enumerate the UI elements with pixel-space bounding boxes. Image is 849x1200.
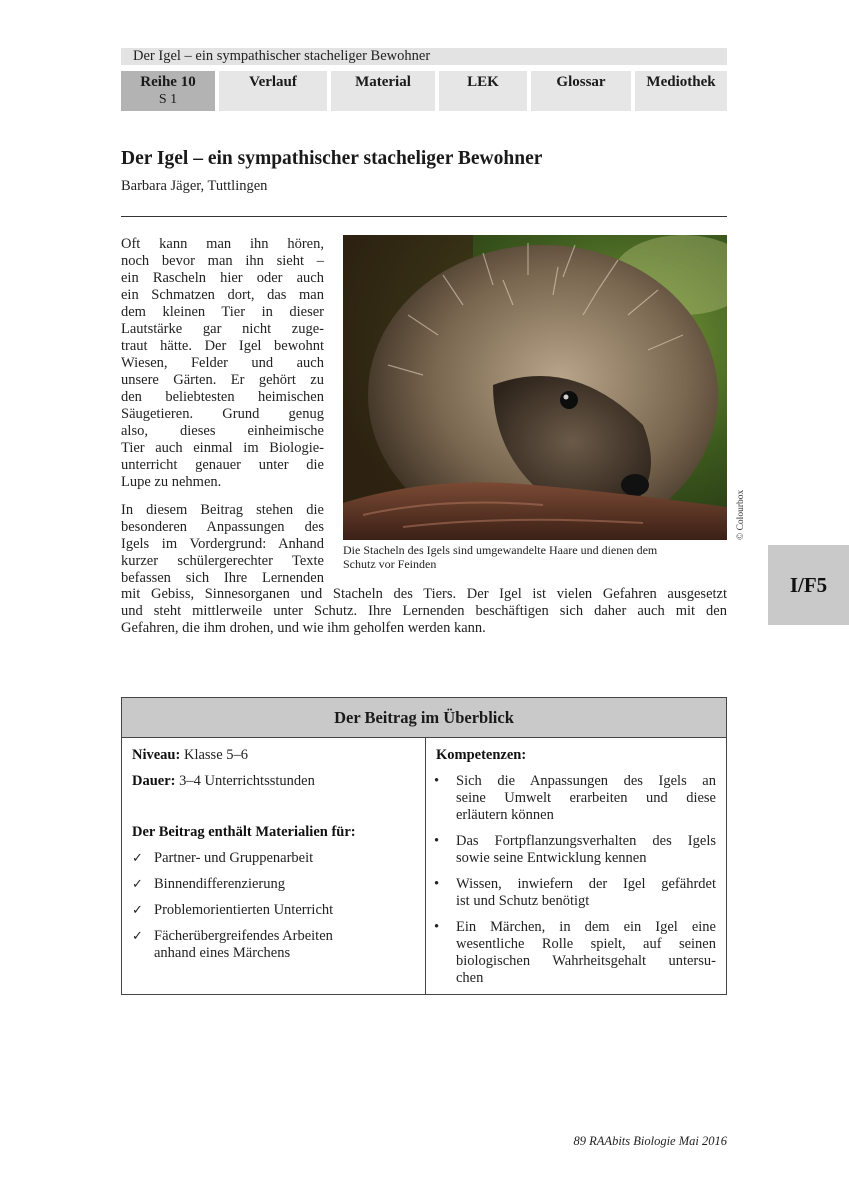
bullet-icon: • [434, 773, 440, 789]
check-icon: ✓ [132, 877, 143, 892]
focus-paragraph-continued [121, 586, 727, 637]
kompetenz-line: erläutern können [456, 807, 554, 823]
column-divider [425, 738, 426, 994]
focus-line: Igels im Vordergrund: Anhand [121, 536, 324, 552]
title-divider [121, 216, 727, 217]
intro-line: traut hätte. Der Igel bewohnt [121, 338, 324, 354]
material-text: Binnendifferenzierung [154, 876, 285, 892]
bullet-icon: • [434, 876, 440, 892]
intro-line: also, dieses einheimische [121, 423, 324, 439]
kompetenz-text [456, 833, 716, 867]
check-icon: ✓ [132, 851, 143, 866]
kompetenzen-heading-text: Kompetenzen: [436, 747, 527, 763]
kompetenz-line: biologischen Wahrheitsgehalt untersu- [456, 953, 716, 969]
focus-line: In diesem Beitrag stehen die [121, 502, 324, 518]
overview-heading: Der Beitrag im Überblick [122, 698, 726, 738]
intro-line: Oft kann man ihn hören, [121, 236, 324, 252]
overview-box [121, 697, 727, 995]
tab-verlauf[interactable] [219, 71, 327, 111]
hedgehog-illustration [343, 235, 727, 540]
tab-lek-label: LEK [467, 74, 499, 90]
kompetenz-line: sowie seine Entwicklung kennen [456, 850, 647, 866]
intro-line: Tier auch einmal im Biologie- [121, 440, 324, 456]
intro-line: den beliebtesten heimischen [121, 389, 324, 405]
kompetenz-line: Wissen, inwiefern der Igel gefährdet [456, 876, 716, 892]
kompetenzen-heading [436, 747, 526, 764]
navigation-bar [121, 71, 727, 111]
dauer-label: Dauer: [132, 773, 176, 789]
tab-glossar-label: Glossar [556, 74, 606, 90]
niveau-row [132, 747, 248, 764]
tab-material[interactable] [331, 71, 435, 111]
tab-reihe-label: Reihe 10 [140, 74, 196, 90]
bullet-icon: • [434, 833, 440, 849]
footer-issue: 89 RAAbits Biologie Mai 2016 [573, 1134, 727, 1148]
focus-line: mit Gebiss, Sinnesorganen und Stacheln des Tiers. Der Igel ist vielen Gefahren ausgesetzt [121, 586, 727, 602]
intro-line: unterricht genauer unter die [121, 457, 324, 473]
intro-line: Säugetieren. Grund genug [121, 406, 324, 422]
kompetenz-line: ist und Schutz benötigt [456, 893, 590, 909]
material-text: Partner- und Gruppenarbeit [154, 850, 314, 866]
focus-line: Gefahren, die ihm drohen, und wie ihm geholfen werden kann. [121, 620, 486, 636]
kompetenz-text [456, 773, 716, 824]
focus-line: und steht mittlerweile unter Schutz. Ihre Lernenden beschäftigen sich daher auch mit den [121, 603, 727, 619]
material-text: Fächerübergreifendes Arbeiten [154, 928, 333, 944]
tab-verlauf-label: Verlauf [249, 74, 297, 90]
focus-line: befassen sich Ihre Lernenden [121, 570, 324, 586]
tab-reihe-page: S 1 [158, 92, 178, 107]
focus-line: kurzer schülergerechter Texte [121, 553, 324, 569]
hedgehog-photo [343, 235, 727, 540]
intro-line: dem kleinen Tier in dieser [121, 304, 324, 320]
focus-paragraph [121, 502, 324, 587]
caption-line: Die Stacheln des Igels sind umgewandelte Haare und dienen dem [343, 543, 658, 557]
caption-line: Schutz vor Feinden [343, 557, 437, 571]
intro-line: noch bevor man ihn sieht – [121, 253, 324, 269]
material-text: anhand eines Märchens [154, 945, 291, 961]
page-title: Der Igel – ein sympathischer stacheliger Bewohner [121, 148, 543, 169]
author: Barbara Jäger, Tuttlingen [121, 178, 268, 194]
tab-mediothek[interactable] [635, 71, 727, 111]
tab-mediothek-label: Mediothek [646, 74, 716, 90]
tab-reihe[interactable] [121, 71, 215, 111]
intro-line: Lautstärke gar nicht zuge- [121, 321, 324, 337]
tab-glossar[interactable] [531, 71, 631, 111]
niveau-value: Klasse 5–6 [183, 747, 249, 763]
check-icon: ✓ [132, 929, 143, 944]
check-icon: ✓ [132, 903, 143, 918]
running-head: Der Igel – ein sympathischer stacheliger Bewohner [121, 48, 727, 65]
tab-lek[interactable] [439, 71, 527, 111]
niveau-label: Niveau: [132, 747, 181, 763]
photo-caption [343, 543, 727, 571]
bullet-icon: • [434, 919, 440, 935]
kompetenz-line: Ein Märchen, in dem ein Igel eine [456, 919, 716, 935]
intro-line: Lupe zu nehmen. [121, 474, 222, 490]
kompetenz-line: Sich die Anpassungen des Igels an [456, 773, 716, 789]
kompetenz-line: Das Fortpflanzungsverhalten des Igels [456, 833, 716, 849]
kompetenz-line: wesentliche Rolle spielt, auf seinen [456, 936, 716, 952]
kompetenz-line: seine Umwelt erarbeiten und diese [456, 790, 716, 806]
section-tab: I/F5 [768, 545, 849, 625]
materials-heading [132, 824, 356, 841]
dauer-value: 3–4 Unterrichtsstunden [179, 773, 315, 789]
intro-line: ein Rascheln hier oder auch [121, 270, 324, 286]
kompetenz-text [456, 876, 716, 910]
dauer-row [132, 773, 315, 790]
materials-heading-text: Der Beitrag enthält Materialien für: [132, 824, 356, 840]
material-text: Problemorientierten Unterricht [154, 902, 334, 918]
photo-credit: © Colourbox [736, 489, 746, 540]
focus-line: besonderen Anpassungen des [121, 519, 324, 535]
intro-line: Wiesen, Felder und auch [121, 355, 324, 371]
intro-paragraph [121, 236, 324, 491]
tab-material-label: Material [355, 74, 411, 90]
intro-line: unsere Gärten. Er gehört zu [121, 372, 324, 388]
kompetenz-line: chen [456, 970, 484, 986]
intro-line: ein Schmatzen dort, das man [121, 287, 324, 303]
kompetenz-text [456, 919, 716, 987]
